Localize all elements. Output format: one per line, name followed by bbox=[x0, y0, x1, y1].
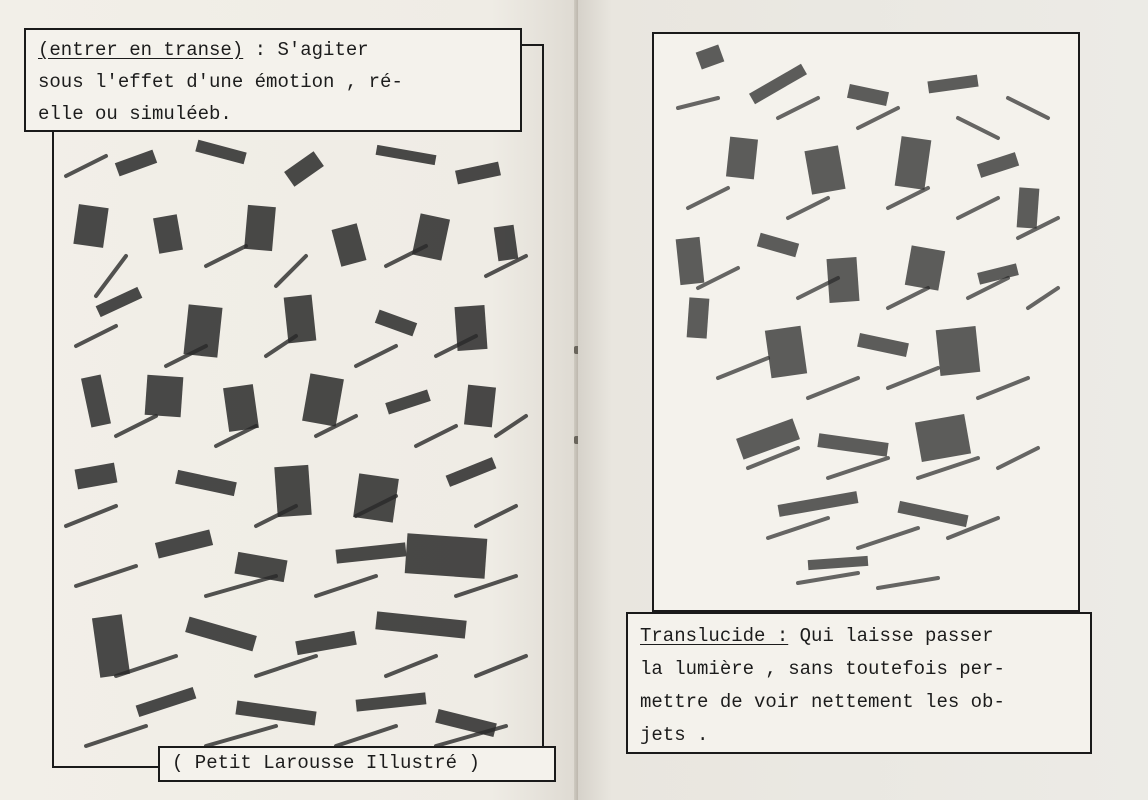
left-definition-line-3: elle ou simuléeb. bbox=[38, 103, 232, 125]
right-definition-text-1: Qui laisse passer bbox=[788, 625, 994, 647]
right-definition-term: Translucide : bbox=[640, 625, 789, 647]
left-definition-term: (entrer en transe) bbox=[38, 39, 244, 61]
source-citation: ( Petit Larousse Illustré ) bbox=[172, 752, 480, 774]
right-definition-line-4: jets . bbox=[640, 724, 709, 746]
right-definition-box bbox=[626, 612, 1092, 754]
left-trance-dancers-illustration bbox=[56, 136, 540, 764]
right-definition-line-1 bbox=[640, 620, 1080, 653]
right-definition-line-2: la lumière , sans toutefois per- bbox=[640, 658, 1005, 680]
source-citation-box bbox=[158, 746, 556, 782]
left-definition-line-2: sous l'effet d'une émotion , ré- bbox=[38, 71, 403, 93]
left-definition-box bbox=[24, 28, 522, 132]
left-definition-line-1 bbox=[38, 34, 510, 66]
right-page bbox=[578, 0, 1148, 800]
left-definition-text-1: : S'agiter bbox=[243, 39, 369, 61]
right-definition-line-3: mettre de voir nettement les ob- bbox=[640, 691, 1005, 713]
right-translucent-dancers-illustration bbox=[658, 38, 1074, 608]
